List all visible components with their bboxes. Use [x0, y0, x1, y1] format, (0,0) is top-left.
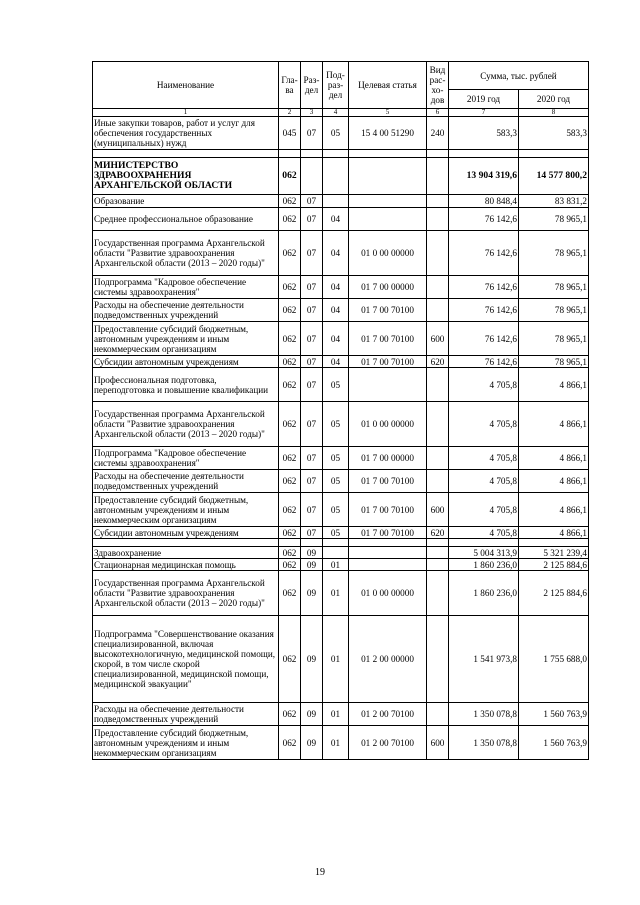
table-row — [93, 547, 589, 559]
cell-podrazdel: 04 — [323, 299, 349, 322]
cell-razdel: 07 — [301, 447, 323, 470]
empty-cell — [349, 150, 427, 158]
cell-sum-2019: 4 705,8 — [449, 368, 519, 402]
cell-target — [349, 559, 427, 571]
cell-sum-2019: 76 142,6 — [449, 276, 519, 299]
header-year-2020: 2020 год — [519, 90, 589, 109]
cell-razdel: 07 — [301, 208, 323, 231]
cell-razdel: 07 — [301, 527, 323, 539]
cell-sum-2019: 4 705,8 — [449, 470, 519, 493]
cell-name: Государственная программа Архангельской области "Развитие здравоохранения Архангельской области (2013 – 2020 годы)" — [93, 571, 279, 616]
budget-table — [92, 61, 589, 760]
empty-cell — [301, 150, 323, 158]
cell-razdel: 07 — [301, 368, 323, 402]
cell-sum-2020: 78 965,1 — [519, 322, 589, 356]
cell-podrazdel: 01 — [323, 616, 349, 703]
spacer-row — [93, 539, 589, 547]
cell-glava: 062 — [279, 276, 301, 299]
cell-sum-2019: 1 860 236,0 — [449, 571, 519, 616]
column-number-row — [93, 109, 589, 117]
cell-razdel: 09 — [301, 559, 323, 571]
cell-sum-2020: 4 866,1 — [519, 447, 589, 470]
table-row — [93, 195, 589, 208]
cell-glava: 062 — [279, 547, 301, 559]
col-number: 5 — [349, 109, 427, 117]
cell-target: 01 7 00 70100 — [349, 299, 427, 322]
cell-sum-2019: 76 142,6 — [449, 356, 519, 368]
cell-podrazdel: 01 — [323, 559, 349, 571]
col-number: 2 — [279, 109, 301, 117]
cell-podrazdel: 01 — [323, 726, 349, 760]
cell-vid: 620 — [427, 356, 449, 368]
table-row — [93, 208, 589, 231]
table-row — [93, 117, 589, 150]
cell-vid — [427, 158, 449, 195]
cell-sum-2019: 80 848,4 — [449, 195, 519, 208]
cell-name: Среднее профессиональное образование — [93, 208, 279, 231]
cell-target: 01 7 00 00000 — [349, 447, 427, 470]
cell-sum-2020: 1 560 763,9 — [519, 726, 589, 760]
cell-sum-2019: 1 860 236,0 — [449, 559, 519, 571]
cell-name: МИНИСТЕРСТВО ЗДРАВООХРАНЕНИЯ АРХАНГЕЛЬСКОЙ ОБЛАСТИ — [93, 158, 279, 195]
cell-podrazdel: 05 — [323, 447, 349, 470]
cell-target — [349, 547, 427, 559]
cell-razdel: 09 — [301, 616, 323, 703]
cell-target — [349, 195, 427, 208]
header-razdel: Раз-дел — [301, 62, 323, 109]
cell-sum-2020: 78 965,1 — [519, 299, 589, 322]
empty-cell — [279, 539, 301, 547]
cell-sum-2019: 1 541 973,8 — [449, 616, 519, 703]
cell-target — [349, 208, 427, 231]
cell-glava: 062 — [279, 158, 301, 195]
cell-vid — [427, 616, 449, 703]
empty-cell — [93, 539, 279, 547]
empty-cell — [323, 150, 349, 158]
budget-table-body — [93, 117, 589, 760]
header-target: Целевая статья — [349, 62, 427, 109]
cell-podrazdel — [323, 195, 349, 208]
cell-glava: 062 — [279, 208, 301, 231]
cell-sum-2020: 1 755 688,0 — [519, 616, 589, 703]
cell-glava: 062 — [279, 493, 301, 527]
cell-sum-2019: 76 142,6 — [449, 299, 519, 322]
cell-podrazdel: 05 — [323, 117, 349, 150]
cell-glava: 062 — [279, 470, 301, 493]
cell-name: Субсидии автономным учреждениям — [93, 527, 279, 539]
cell-sum-2020: 78 965,1 — [519, 356, 589, 368]
cell-target: 01 0 00 00000 — [349, 402, 427, 447]
cell-glava: 062 — [279, 299, 301, 322]
cell-glava: 062 — [279, 322, 301, 356]
cell-target: 01 7 00 70100 — [349, 527, 427, 539]
cell-razdel: 09 — [301, 547, 323, 559]
table-row — [93, 470, 589, 493]
cell-podrazdel: 05 — [323, 493, 349, 527]
empty-cell — [449, 150, 519, 158]
empty-cell — [301, 539, 323, 547]
cell-sum-2020: 78 965,1 — [519, 276, 589, 299]
empty-cell — [449, 539, 519, 547]
cell-vid: 600 — [427, 322, 449, 356]
col-number: 7 — [449, 109, 519, 117]
cell-glava: 045 — [279, 117, 301, 150]
cell-vid — [427, 559, 449, 571]
empty-cell — [427, 539, 449, 547]
table-row — [93, 158, 589, 195]
col-number: 8 — [519, 109, 589, 117]
cell-glava: 062 — [279, 447, 301, 470]
table-row — [93, 493, 589, 527]
cell-sum-2020: 4 866,1 — [519, 368, 589, 402]
cell-glava: 062 — [279, 195, 301, 208]
cell-vid — [427, 703, 449, 726]
cell-sum-2020: 4 866,1 — [519, 493, 589, 527]
cell-sum-2020: 1 560 763,9 — [519, 703, 589, 726]
cell-vid — [427, 571, 449, 616]
empty-cell — [93, 150, 279, 158]
cell-glava: 062 — [279, 703, 301, 726]
cell-sum-2020: 2 125 884,6 — [519, 559, 589, 571]
cell-podrazdel: 04 — [323, 356, 349, 368]
cell-sum-2019: 76 142,6 — [449, 322, 519, 356]
col-number: 1 — [93, 109, 279, 117]
cell-sum-2019: 583,3 — [449, 117, 519, 150]
cell-podrazdel: 01 — [323, 571, 349, 616]
cell-name: Здравоохранение — [93, 547, 279, 559]
cell-target: 01 7 00 70100 — [349, 356, 427, 368]
cell-glava: 062 — [279, 726, 301, 760]
cell-podrazdel: 05 — [323, 368, 349, 402]
cell-name: Стационарная медицинская помощь — [93, 559, 279, 571]
header-glava: Гла-ва — [279, 62, 301, 109]
cell-vid: 620 — [427, 527, 449, 539]
cell-podrazdel: 04 — [323, 208, 349, 231]
cell-target: 01 2 00 00000 — [349, 616, 427, 703]
cell-target: 01 2 00 70100 — [349, 703, 427, 726]
cell-vid — [427, 195, 449, 208]
col-number: 3 — [301, 109, 323, 117]
cell-vid: 600 — [427, 493, 449, 527]
header-vid: Вид рас-хо-дов — [427, 62, 449, 109]
cell-target: 01 0 00 00000 — [349, 231, 427, 276]
table-row — [93, 322, 589, 356]
cell-name: Подпрограмма "Кадровое обеспечение системы здравоохранения" — [93, 447, 279, 470]
header-name: Наименование — [93, 62, 279, 109]
cell-vid — [427, 231, 449, 276]
cell-name: Государственная программа Архангельской области "Развитие здравоохранения Архангельской области (2013 – 2020 годы)" — [93, 231, 279, 276]
table-row — [93, 571, 589, 616]
cell-sum-2019: 13 904 319,6 — [449, 158, 519, 195]
cell-podrazdel: 04 — [323, 231, 349, 276]
cell-target — [349, 158, 427, 195]
cell-glava: 062 — [279, 527, 301, 539]
cell-razdel: 07 — [301, 195, 323, 208]
cell-sum-2020: 4 866,1 — [519, 402, 589, 447]
table-row — [93, 231, 589, 276]
cell-podrazdel: 05 — [323, 470, 349, 493]
cell-vid: 240 — [427, 117, 449, 150]
cell-sum-2020: 14 577 800,2 — [519, 158, 589, 195]
cell-target: 01 7 00 00000 — [349, 276, 427, 299]
table-row — [93, 299, 589, 322]
cell-vid — [427, 299, 449, 322]
cell-name: Подпрограмма "Совершенствование оказания специализированной, включая высокотехнологичную, медицинской помощи, скорой, в том числе скорой специализированной, медицинской помощи, медицинской эвакуации" — [93, 616, 279, 703]
cell-razdel: 07 — [301, 470, 323, 493]
cell-sum-2020: 2 125 884,6 — [519, 571, 589, 616]
cell-target: 01 7 00 70100 — [349, 322, 427, 356]
cell-sum-2019: 76 142,6 — [449, 208, 519, 231]
cell-name: Расходы на обеспечение деятельности подведомственных учреждений — [93, 470, 279, 493]
table-row — [93, 356, 589, 368]
header-sum: Сумма, тыс. рублей — [449, 62, 589, 90]
cell-sum-2020: 78 965,1 — [519, 208, 589, 231]
spacer-row — [93, 150, 589, 158]
cell-vid: 600 — [427, 726, 449, 760]
cell-podrazdel: 04 — [323, 276, 349, 299]
cell-razdel: 07 — [301, 299, 323, 322]
cell-name: Предоставление субсидий бюджетным, автономным учреждениям и иным некоммерческим организациям — [93, 322, 279, 356]
cell-razdel: 07 — [301, 402, 323, 447]
cell-name: Расходы на обеспечение деятельности подведомственных учреждений — [93, 703, 279, 726]
cell-sum-2019: 5 004 313,9 — [449, 547, 519, 559]
cell-vid — [427, 547, 449, 559]
cell-vid — [427, 470, 449, 493]
cell-target: 01 7 00 70100 — [349, 493, 427, 527]
table-row — [93, 276, 589, 299]
table-row — [93, 616, 589, 703]
cell-target: 15 4 00 51290 — [349, 117, 427, 150]
col-number: 6 — [427, 109, 449, 117]
cell-razdel: 07 — [301, 276, 323, 299]
cell-target: 01 0 00 00000 — [349, 571, 427, 616]
cell-sum-2019: 4 705,8 — [449, 447, 519, 470]
cell-target — [349, 368, 427, 402]
cell-sum-2019: 4 705,8 — [449, 493, 519, 527]
cell-name: Иные закупки товаров, работ и услуг для обеспечения государственных (муниципальных) нужд — [93, 117, 279, 150]
cell-name: Образование — [93, 195, 279, 208]
cell-name: Предоставление субсидий бюджетным, автономным учреждениям и иным некоммерческим организациям — [93, 493, 279, 527]
cell-razdel: 07 — [301, 117, 323, 150]
cell-vid — [427, 402, 449, 447]
table-row — [93, 527, 589, 539]
empty-cell — [349, 539, 427, 547]
cell-vid — [427, 447, 449, 470]
cell-podrazdel — [323, 547, 349, 559]
cell-razdel: 07 — [301, 493, 323, 527]
cell-razdel — [301, 158, 323, 195]
cell-razdel: 07 — [301, 322, 323, 356]
page-number: 19 — [315, 867, 325, 878]
cell-sum-2020: 4 866,1 — [519, 527, 589, 539]
header-podrazdel: Под-раз-дел — [323, 62, 349, 109]
cell-vid — [427, 208, 449, 231]
empty-cell — [279, 150, 301, 158]
cell-name: Предоставление субсидий бюджетным, автономным учреждениям и иным некоммерческим организациям — [93, 726, 279, 760]
table-row — [93, 703, 589, 726]
empty-cell — [427, 150, 449, 158]
cell-glava: 062 — [279, 356, 301, 368]
cell-glava: 062 — [279, 571, 301, 616]
cell-sum-2020: 83 831,2 — [519, 195, 589, 208]
cell-razdel: 09 — [301, 726, 323, 760]
table-row — [93, 726, 589, 760]
cell-name: Субсидии автономным учреждениям — [93, 356, 279, 368]
budget-document-page — [92, 61, 588, 760]
empty-cell — [323, 539, 349, 547]
empty-cell — [519, 539, 589, 547]
table-row — [93, 559, 589, 571]
cell-podrazdel: 05 — [323, 527, 349, 539]
cell-sum-2019: 1 350 078,8 — [449, 726, 519, 760]
cell-sum-2020: 78 965,1 — [519, 231, 589, 276]
cell-name: Расходы на обеспечение деятельности подведомственных учреждений — [93, 299, 279, 322]
cell-name: Профессиональная подготовка, переподготовка и повышение квалификации — [93, 368, 279, 402]
cell-target: 01 7 00 70100 — [349, 470, 427, 493]
cell-target: 01 2 00 70100 — [349, 726, 427, 760]
cell-razdel: 09 — [301, 571, 323, 616]
cell-sum-2020: 4 866,1 — [519, 470, 589, 493]
header-year-2019: 2019 год — [449, 90, 519, 109]
cell-sum-2019: 1 350 078,8 — [449, 703, 519, 726]
col-number: 4 — [323, 109, 349, 117]
cell-name: Подпрограмма "Кадровое обеспечение системы здравоохранения" — [93, 276, 279, 299]
cell-sum-2019: 76 142,6 — [449, 231, 519, 276]
empty-cell — [519, 150, 589, 158]
table-row — [93, 368, 589, 402]
cell-razdel: 07 — [301, 231, 323, 276]
cell-podrazdel: 05 — [323, 402, 349, 447]
cell-podrazdel: 01 — [323, 703, 349, 726]
cell-sum-2019: 4 705,8 — [449, 527, 519, 539]
cell-vid — [427, 368, 449, 402]
cell-sum-2019: 4 705,8 — [449, 402, 519, 447]
table-row — [93, 402, 589, 447]
cell-razdel: 07 — [301, 356, 323, 368]
table-row — [93, 447, 589, 470]
cell-glava: 062 — [279, 616, 301, 703]
cell-glava: 062 — [279, 559, 301, 571]
cell-razdel: 09 — [301, 703, 323, 726]
cell-glava: 062 — [279, 231, 301, 276]
cell-sum-2020: 583,3 — [519, 117, 589, 150]
cell-sum-2020: 5 321 239,4 — [519, 547, 589, 559]
cell-name: Государственная программа Архангельской области "Развитие здравоохранения Архангельской области (2013 – 2020 годы)" — [93, 402, 279, 447]
cell-glava: 062 — [279, 368, 301, 402]
cell-podrazdel: 04 — [323, 322, 349, 356]
cell-glava: 062 — [279, 402, 301, 447]
cell-vid — [427, 276, 449, 299]
cell-podrazdel — [323, 158, 349, 195]
